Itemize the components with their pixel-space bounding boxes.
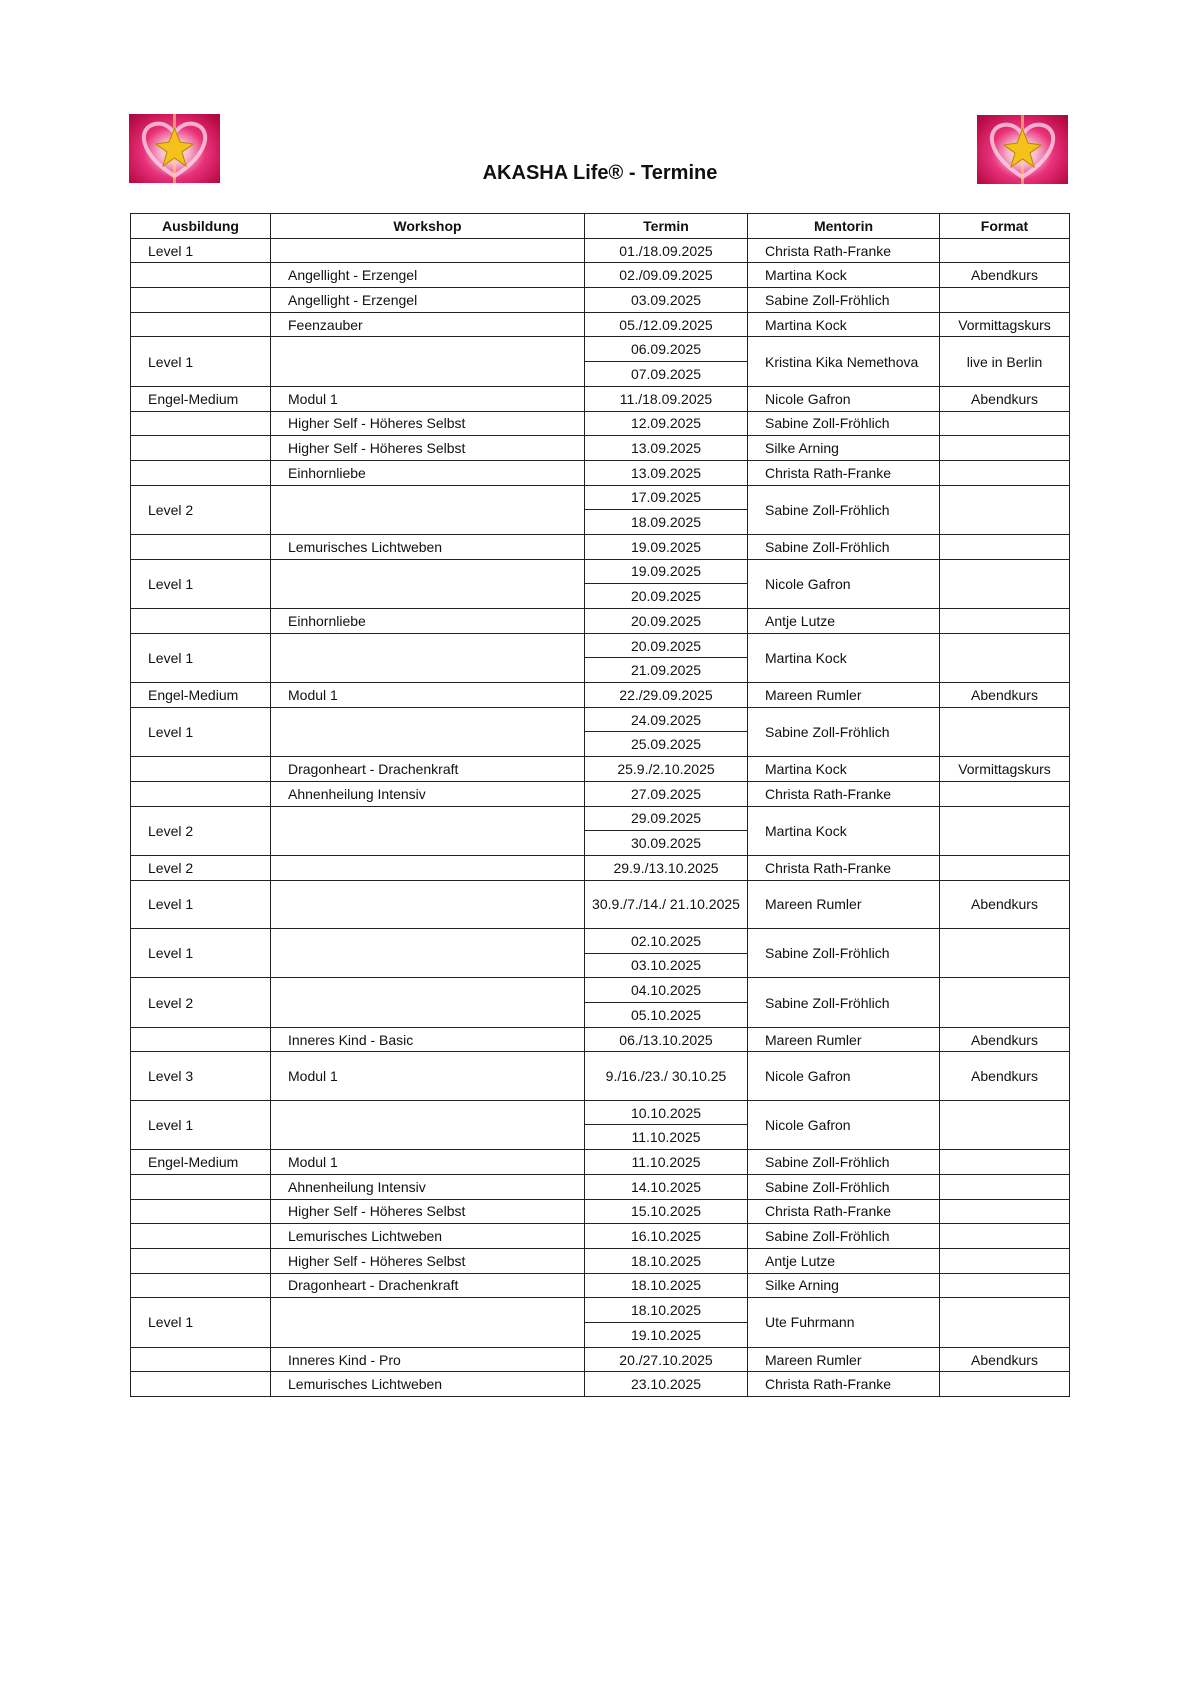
cell-ausbildung: [131, 288, 271, 313]
cell-termin: 18.10.2025: [585, 1248, 748, 1273]
cell-ausbildung: Level 3: [131, 1052, 271, 1100]
cell-termin: 30.9./7./14./ 21.10.2025: [585, 880, 748, 928]
cell-termin: 29.9./13.10.2025: [585, 855, 748, 880]
cell-ausbildung: [131, 1027, 271, 1052]
table-row: [131, 386, 1070, 411]
cell-termin: 20.09.2025: [585, 609, 748, 634]
cell-workshop: [271, 485, 585, 534]
cell-ausbildung: [131, 534, 271, 559]
cell-format: [940, 1100, 1070, 1149]
cell-workshop: Einhornliebe: [271, 460, 585, 485]
cell-mentorin: Sabine Zoll-Fröhlich: [748, 1224, 940, 1249]
cell-workshop: Lemurisches Lichtweben: [271, 1224, 585, 1249]
cell-mentorin: Mareen Rumler: [748, 880, 940, 928]
cell-format: [940, 460, 1070, 485]
cell-workshop: Higher Self - Höheres Selbst: [271, 411, 585, 436]
cell-format: [940, 1273, 1070, 1298]
cell-ausbildung: [131, 1199, 271, 1224]
cell-termin: 07.09.2025: [585, 362, 748, 387]
cell-ausbildung: [131, 1174, 271, 1199]
table-row: [131, 1273, 1070, 1298]
cell-termin: 06./13.10.2025: [585, 1027, 748, 1052]
table-row: [131, 1052, 1070, 1100]
cell-termin: 20.09.2025: [585, 633, 748, 658]
cell-termin: 14.10.2025: [585, 1174, 748, 1199]
cell-workshop: Inneres Kind - Pro: [271, 1347, 585, 1372]
cell-format: [940, 707, 1070, 756]
cell-mentorin: Sabine Zoll-Fröhlich: [748, 485, 940, 534]
cell-format: Abendkurs: [940, 1052, 1070, 1100]
cell-format: Abendkurs: [940, 683, 1070, 708]
table-row: [131, 880, 1070, 928]
cell-mentorin: Sabine Zoll-Fröhlich: [748, 928, 940, 977]
cell-workshop: [271, 880, 585, 928]
cell-termin: 19.09.2025: [585, 534, 748, 559]
cell-workshop: Angellight - Erzengel: [271, 263, 585, 288]
cell-mentorin: Sabine Zoll-Fröhlich: [748, 534, 940, 559]
cell-format: [940, 1199, 1070, 1224]
table-row: [131, 1199, 1070, 1224]
cell-termin: 13.09.2025: [585, 460, 748, 485]
cell-termin: 10.10.2025: [585, 1100, 748, 1125]
table-row: [131, 534, 1070, 559]
cell-mentorin: Mareen Rumler: [748, 683, 940, 708]
cell-workshop: [271, 238, 585, 263]
cell-format: [940, 411, 1070, 436]
cell-termin: 21.09.2025: [585, 658, 748, 683]
cell-workshop: Angellight - Erzengel: [271, 288, 585, 313]
table-row: [131, 633, 1070, 658]
cell-format: Abendkurs: [940, 1027, 1070, 1052]
cell-workshop: [271, 1298, 585, 1347]
cell-ausbildung: Level 1: [131, 1100, 271, 1149]
cell-ausbildung: Level 1: [131, 928, 271, 977]
cell-format: [940, 855, 1070, 880]
cell-mentorin: Ute Fuhrmann: [748, 1298, 940, 1347]
table-row: [131, 1372, 1070, 1397]
cell-ausbildung: Level 1: [131, 1298, 271, 1347]
table-row: [131, 337, 1070, 362]
cell-termin: 25.9./2.10.2025: [585, 757, 748, 782]
cell-ausbildung: Engel-Medium: [131, 386, 271, 411]
table-row: [131, 1224, 1070, 1249]
cell-ausbildung: Level 2: [131, 806, 271, 855]
cell-workshop: Dragonheart - Drachenkraft: [271, 1273, 585, 1298]
cell-ausbildung: Level 2: [131, 485, 271, 534]
cell-mentorin: Silke Arning: [748, 436, 940, 461]
cell-termin: 18.10.2025: [585, 1273, 748, 1298]
cell-mentorin: Sabine Zoll-Fröhlich: [748, 1174, 940, 1199]
header-ausbildung: Ausbildung: [131, 214, 271, 239]
cell-termin: 01./18.09.2025: [585, 238, 748, 263]
cell-mentorin: Antje Lutze: [748, 1248, 940, 1273]
cell-workshop: Modul 1: [271, 683, 585, 708]
schedule-table: [130, 213, 1070, 1397]
cell-mentorin: Sabine Zoll-Fröhlich: [748, 411, 940, 436]
cell-termin: 04.10.2025: [585, 978, 748, 1003]
cell-mentorin: Nicole Gafron: [748, 386, 940, 411]
cell-workshop: Ahnenheilung Intensiv: [271, 781, 585, 806]
header-mentorin: Mentorin: [748, 214, 940, 239]
cell-termin: 19.10.2025: [585, 1322, 748, 1347]
cell-ausbildung: [131, 1372, 271, 1397]
cell-termin: 18.10.2025: [585, 1298, 748, 1323]
table-row: [131, 436, 1070, 461]
cell-format: [940, 928, 1070, 977]
cell-mentorin: Christa Rath-Franke: [748, 855, 940, 880]
cell-mentorin: Sabine Zoll-Fröhlich: [748, 1150, 940, 1175]
cell-mentorin: Sabine Zoll-Fröhlich: [748, 707, 940, 756]
cell-ausbildung: [131, 460, 271, 485]
table-row: [131, 1347, 1070, 1372]
cell-mentorin: Silke Arning: [748, 1273, 940, 1298]
cell-mentorin: Christa Rath-Franke: [748, 460, 940, 485]
table-header-row: [131, 214, 1070, 239]
header-workshop: Workshop: [271, 214, 585, 239]
cell-format: Abendkurs: [940, 880, 1070, 928]
cell-ausbildung: Level 1: [131, 238, 271, 263]
cell-workshop: [271, 707, 585, 756]
cell-ausbildung: Level 1: [131, 707, 271, 756]
cell-termin: 27.09.2025: [585, 781, 748, 806]
cell-format: [940, 781, 1070, 806]
header-termin: Termin: [585, 214, 748, 239]
cell-termin: 29.09.2025: [585, 806, 748, 831]
table-row: [131, 263, 1070, 288]
cell-mentorin: Christa Rath-Franke: [748, 781, 940, 806]
cell-workshop: Feenzauber: [271, 312, 585, 337]
cell-termin: 23.10.2025: [585, 1372, 748, 1397]
table-row: [131, 806, 1070, 831]
cell-format: Vormittagskurs: [940, 757, 1070, 782]
cell-mentorin: Mareen Rumler: [748, 1347, 940, 1372]
cell-termin: 22./29.09.2025: [585, 683, 748, 708]
table-row: [131, 1174, 1070, 1199]
cell-format: live in Berlin: [940, 337, 1070, 386]
cell-mentorin: Antje Lutze: [748, 609, 940, 634]
cell-workshop: Lemurisches Lichtweben: [271, 534, 585, 559]
cell-ausbildung: [131, 1273, 271, 1298]
cell-ausbildung: Level 2: [131, 855, 271, 880]
cell-termin: 03.10.2025: [585, 953, 748, 978]
cell-format: [940, 559, 1070, 608]
cell-ausbildung: Engel-Medium: [131, 683, 271, 708]
cell-termin: 02.10.2025: [585, 928, 748, 953]
table-row: [131, 1100, 1070, 1125]
cell-workshop: Higher Self - Höheres Selbst: [271, 436, 585, 461]
cell-workshop: [271, 337, 585, 386]
cell-workshop: Modul 1: [271, 386, 585, 411]
cell-workshop: [271, 633, 585, 682]
cell-ausbildung: [131, 1224, 271, 1249]
table-row: [131, 707, 1070, 732]
cell-format: [940, 436, 1070, 461]
cell-format: [940, 633, 1070, 682]
cell-termin: 06.09.2025: [585, 337, 748, 362]
table-row: [131, 238, 1070, 263]
cell-workshop: Higher Self - Höheres Selbst: [271, 1248, 585, 1273]
cell-termin: 19.09.2025: [585, 559, 748, 584]
cell-ausbildung: [131, 263, 271, 288]
cell-ausbildung: Engel-Medium: [131, 1150, 271, 1175]
cell-mentorin: Martina Kock: [748, 263, 940, 288]
cell-format: [940, 485, 1070, 534]
cell-mentorin: Nicole Gafron: [748, 1052, 940, 1100]
table-row: [131, 312, 1070, 337]
cell-workshop: [271, 806, 585, 855]
cell-workshop: Lemurisches Lichtweben: [271, 1372, 585, 1397]
cell-workshop: Dragonheart - Drachenkraft: [271, 757, 585, 782]
cell-workshop: [271, 978, 585, 1027]
cell-mentorin: Nicole Gafron: [748, 1100, 940, 1149]
page-title: AKASHA Life® - Termine: [482, 162, 718, 184]
cell-termin: 9./16./23./ 30.10.25: [585, 1052, 748, 1100]
cell-workshop: [271, 855, 585, 880]
table-row: [131, 559, 1070, 584]
cell-format: [940, 609, 1070, 634]
table-row: [131, 978, 1070, 1003]
cell-mentorin: Kristina Kika Nemethova: [748, 337, 940, 386]
cell-workshop: [271, 928, 585, 977]
cell-termin: 15.10.2025: [585, 1199, 748, 1224]
cell-termin: 11.10.2025: [585, 1150, 748, 1175]
table-row: [131, 928, 1070, 953]
table-row: [131, 781, 1070, 806]
header-format: Format: [940, 214, 1070, 239]
cell-format: [940, 1298, 1070, 1347]
table-row: [131, 411, 1070, 436]
cell-format: [940, 238, 1070, 263]
cell-ausbildung: Level 1: [131, 633, 271, 682]
cell-ausbildung: [131, 757, 271, 782]
cell-workshop: Modul 1: [271, 1150, 585, 1175]
cell-termin: 17.09.2025: [585, 485, 748, 510]
cell-termin: 05.10.2025: [585, 1003, 748, 1028]
cell-format: [940, 1248, 1070, 1273]
cell-workshop: Modul 1: [271, 1052, 585, 1100]
cell-mentorin: Nicole Gafron: [748, 559, 940, 608]
cell-termin: 05./12.09.2025: [585, 312, 748, 337]
cell-format: [940, 1150, 1070, 1175]
cell-termin: 13.09.2025: [585, 436, 748, 461]
cell-termin: 30.09.2025: [585, 831, 748, 856]
cell-mentorin: Christa Rath-Franke: [748, 1372, 940, 1397]
cell-termin: 03.09.2025: [585, 288, 748, 313]
cell-workshop: Higher Self - Höheres Selbst: [271, 1199, 585, 1224]
cell-termin: 24.09.2025: [585, 707, 748, 732]
table-row: [131, 757, 1070, 782]
cell-termin: 11.10.2025: [585, 1125, 748, 1150]
cell-ausbildung: Level 1: [131, 337, 271, 386]
cell-ausbildung: [131, 312, 271, 337]
cell-mentorin: Sabine Zoll-Fröhlich: [748, 288, 940, 313]
cell-termin: 18.09.2025: [585, 510, 748, 535]
cell-termin: 25.09.2025: [585, 732, 748, 757]
cell-termin: 20.09.2025: [585, 584, 748, 609]
cell-mentorin: Sabine Zoll-Fröhlich: [748, 978, 940, 1027]
cell-mentorin: Martina Kock: [748, 806, 940, 855]
cell-workshop: Ahnenheilung Intensiv: [271, 1174, 585, 1199]
cell-ausbildung: [131, 781, 271, 806]
cell-format: [940, 534, 1070, 559]
cell-workshop: Inneres Kind - Basic: [271, 1027, 585, 1052]
cell-format: Abendkurs: [940, 1347, 1070, 1372]
cell-ausbildung: [131, 411, 271, 436]
cell-format: [940, 288, 1070, 313]
table-row: [131, 1027, 1070, 1052]
cell-mentorin: Martina Kock: [748, 757, 940, 782]
cell-ausbildung: Level 2: [131, 978, 271, 1027]
cell-ausbildung: Level 1: [131, 559, 271, 608]
cell-mentorin: Christa Rath-Franke: [748, 1199, 940, 1224]
table-row: [131, 1298, 1070, 1323]
cell-workshop: [271, 559, 585, 608]
cell-termin: 02./09.09.2025: [585, 263, 748, 288]
cell-format: [940, 978, 1070, 1027]
table-row: [131, 288, 1070, 313]
cell-mentorin: Christa Rath-Franke: [748, 238, 940, 263]
cell-format: Vormittagskurs: [940, 312, 1070, 337]
table-row: [131, 485, 1070, 510]
cell-termin: 12.09.2025: [585, 411, 748, 436]
table-row: [131, 609, 1070, 634]
cell-ausbildung: [131, 1248, 271, 1273]
cell-format: Abendkurs: [940, 263, 1070, 288]
cell-format: [940, 1372, 1070, 1397]
cell-format: [940, 806, 1070, 855]
cell-mentorin: Martina Kock: [748, 633, 940, 682]
table-row: [131, 1150, 1070, 1175]
cell-ausbildung: [131, 1347, 271, 1372]
cell-format: [940, 1174, 1070, 1199]
cell-format: Abendkurs: [940, 386, 1070, 411]
table-row: [131, 1248, 1070, 1273]
table-row: [131, 460, 1070, 485]
cell-termin: 11./18.09.2025: [585, 386, 748, 411]
table-row: [131, 683, 1070, 708]
cell-workshop: [271, 1100, 585, 1149]
cell-ausbildung: Level 1: [131, 880, 271, 928]
table-row: [131, 855, 1070, 880]
cell-termin: 16.10.2025: [585, 1224, 748, 1249]
cell-mentorin: Mareen Rumler: [748, 1027, 940, 1052]
cell-ausbildung: [131, 436, 271, 461]
cell-ausbildung: [131, 609, 271, 634]
cell-workshop: Einhornliebe: [271, 609, 585, 634]
cell-termin: 20./27.10.2025: [585, 1347, 748, 1372]
cell-mentorin: Martina Kock: [748, 312, 940, 337]
cell-format: [940, 1224, 1070, 1249]
